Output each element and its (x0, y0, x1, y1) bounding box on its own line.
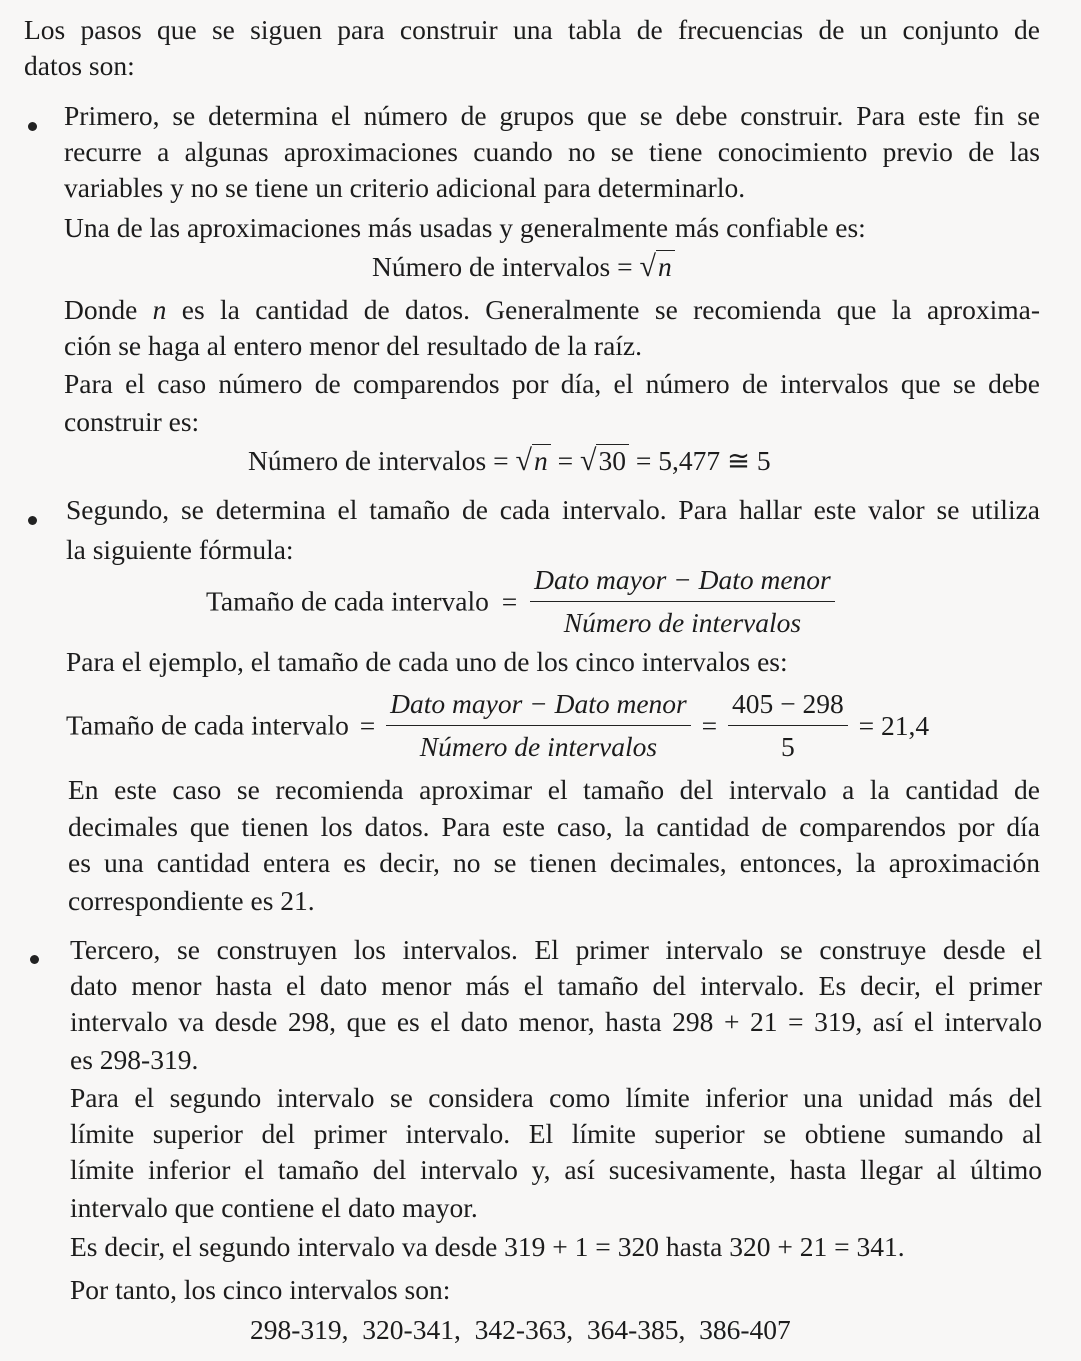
step3-line-5: Para el segundo intervalo se considera como límite inferior una unidad más del (70, 1082, 1042, 1113)
step3-line-3: intervalo va desde 298, que es el dato menor, hasta 298 + 21 = 319, así el intervalo (70, 1006, 1042, 1037)
step2-line-4: En este caso se recomienda aproximar el tamaño del intervalo a la cantidad de (68, 774, 1040, 805)
step2-line-3: Para el ejemplo, el tamaño de cada uno de los cinco intervalos es: (66, 646, 788, 677)
step2-line-1: Segundo, se determina el tamaño de cada intervalo. Para hallar este valor se utiliza (66, 494, 1040, 525)
size-fraction (530, 563, 835, 640)
step1-line-5: Donde n es la cantidad de datos. Generalmente se recomienda que la aproxima- (64, 294, 1040, 325)
numeric-fraction (728, 687, 848, 764)
formula-intervals-sqrt (372, 250, 675, 284)
example-fraction-denominator: Número de intervalos (419, 731, 658, 762)
step3-line-10: Por tanto, los cinco intervalos son: (70, 1274, 451, 1305)
step1-line-4: Una de las aproximaciones más usadas y generalmente más confiable es: (64, 212, 866, 243)
formula-intervals-result (248, 444, 771, 478)
step1-line-1: Primero, se determina el número de grupos que se debe construir. Para este fin se (64, 100, 1040, 131)
formula-label: Número de intervalos (372, 251, 611, 282)
formula2-eq1: = (493, 445, 509, 476)
formula2-eq2: = (557, 445, 574, 476)
step3-line-6: límite superior del primer intervalo. El límite superior se obtiene sumando al (70, 1118, 1042, 1149)
square-root-n: √n (516, 444, 551, 478)
square-root: √n (640, 250, 675, 284)
bullet-point-1 (28, 122, 37, 131)
bullet-point-2 (28, 516, 37, 525)
formula-equals: = (617, 251, 633, 282)
step2-line-6: es una cantidad entera es decir, no se tienen decimales, entonces, la aproximación (68, 847, 1040, 878)
intro-line-2: datos son: (24, 50, 135, 81)
example-label: Tamaño de cada intervalo (66, 709, 349, 741)
step1-line-8: construir es: (64, 406, 200, 437)
intervals-list: 298-319, 320-341, 342-363, 364-385, 386-407 (250, 1314, 791, 1345)
numeric-fraction-numerator: 405 − 298 (728, 687, 848, 726)
step3-line-1: Tercero, se construyen los intervalos. El primer intervalo se construye desde el (70, 934, 1042, 965)
size-formula-label: Tamaño de cada intervalo (206, 585, 489, 617)
step2-line-5: decimales que tienen los datos. Para este caso, la cantidad de comparendos por día (68, 811, 1040, 842)
example-fraction-numerator: Dato mayor − Dato menor (386, 687, 691, 726)
size-formula-eq: = (501, 585, 518, 617)
step3-line-8: intervalo que contiene el dato mayor. (70, 1192, 478, 1223)
size-fraction-numerator: Dato mayor − Dato menor (530, 563, 835, 602)
step3-line-7: límite inferior el tamaño del intervalo y, así sucesivamente, hasta llegar al último (70, 1154, 1042, 1185)
bullet-point-3 (30, 955, 39, 964)
step2-line-7: correspondiente es 21. (68, 885, 315, 916)
numeric-fraction-denominator: 5 (781, 731, 795, 762)
step3-line-2: dato menor hasta el dato menor más el tamaño del intervalo. Es decir, el primer (70, 970, 1042, 1001)
step3-line-4: es 298-319. (70, 1044, 199, 1075)
square-root-30: √30 (580, 444, 629, 478)
step1-line-2: recurre a algunas aproximaciones cuando no se tiene conocimiento previo de las (64, 136, 1040, 167)
formula-interval-size (206, 563, 835, 640)
size-fraction-denominator: Número de intervalos (563, 607, 802, 638)
step1-line-7: Para el caso número de comparendos por día, el número de intervalos que se debe (64, 368, 1040, 399)
step3-line-9: Es decir, el segundo intervalo va desde 319 + 1 = 320 hasta 320 + 21 = 341. (70, 1231, 905, 1262)
formula2-result: = 5,477 ≅ 5 (635, 445, 771, 476)
step2-line-2: la siguiente fórmula: (66, 534, 294, 565)
intro-line-1: Los pasos que se siguen para construir una tabla de frecuencias de un conjunto de (24, 14, 1040, 45)
step1-line-6: ción se haga al entero menor del resultado de la raíz. (64, 330, 643, 361)
step1-line-3: variables y no se tiene un criterio adicional para determinarlo. (64, 172, 746, 203)
formula-interval-size-example: Tamaño de cada intervalo = $\frac{\text{Dato mayor − Dato menor}}{\text{Número de intervalos}}$ = $\frac{405 - 298}{5}$ = 21,4 (66, 688, 930, 762)
example-fraction (386, 687, 691, 764)
formula-variable: n (658, 251, 672, 282)
formula2-label: Número de intervalos (248, 445, 487, 476)
example-result: = 21,4 (858, 709, 930, 741)
